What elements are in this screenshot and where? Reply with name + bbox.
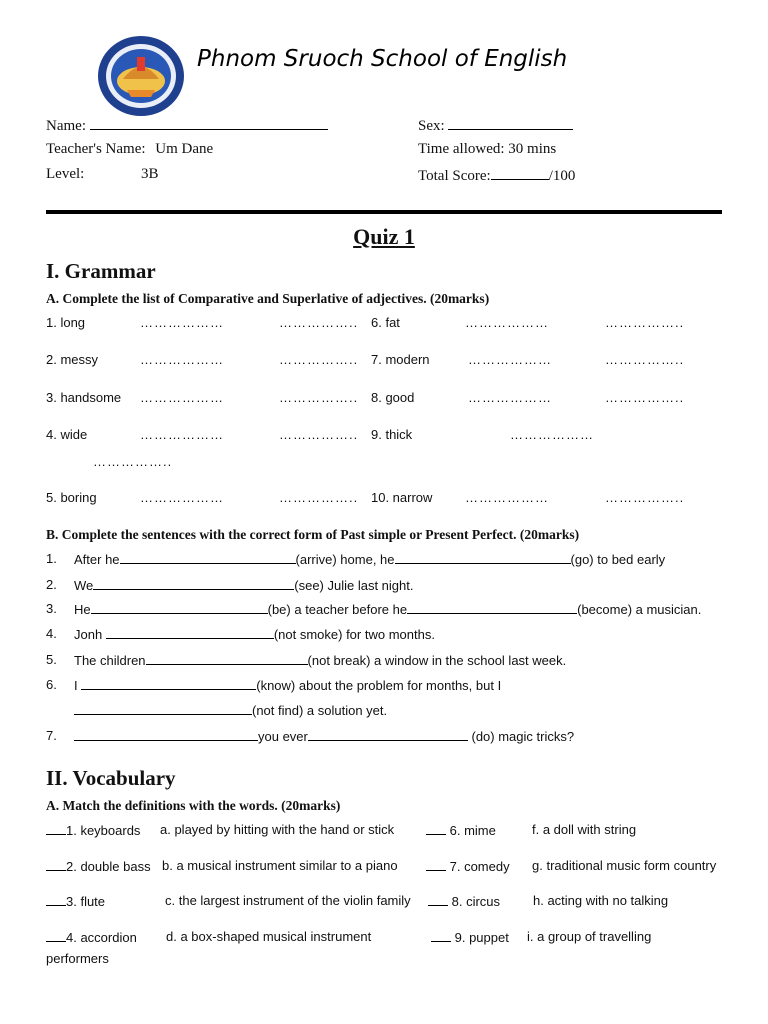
sentence-text: We [74, 578, 94, 593]
match-blank[interactable] [46, 929, 66, 942]
match-blank[interactable] [428, 893, 448, 906]
vocab-a-instruction: A. Match the definitions with the words. (20marks) [46, 798, 341, 813]
name-blank[interactable] [90, 116, 328, 130]
answer-dots[interactable]: …………….. [279, 427, 359, 442]
sentence-text: Jonh [74, 627, 103, 642]
answer-dots[interactable]: …………….. [93, 454, 173, 469]
grammar-a-instruction: A. Complete the list of Comparative and Superlative of adjectives. (20marks) [46, 291, 490, 306]
quiz-title: Quiz 1 [353, 224, 415, 249]
sentence-text: (become) a musician. [577, 602, 702, 617]
answer-dots[interactable]: ……………… [140, 390, 224, 405]
answer-dots[interactable]: …………….. [605, 390, 685, 405]
answer-dots[interactable]: …………….. [605, 315, 685, 330]
adj-item: 2. messy [46, 352, 99, 367]
sentence-text: I [74, 678, 78, 693]
match-blank[interactable] [46, 822, 66, 835]
adj-item: 1. long [46, 315, 86, 330]
level-label: Level: [46, 166, 85, 182]
match-word: 6. mime [449, 823, 496, 838]
sentence-text: (arrive) home, he [295, 552, 395, 567]
match-row [46, 893, 105, 909]
match-row [426, 822, 496, 838]
match-definition: g. traditional music form country [532, 858, 717, 873]
sentence-1 [74, 551, 665, 567]
match-word: 3. flute [66, 894, 106, 909]
adj-item: 10. narrow [371, 490, 433, 505]
school-name: Phnom Sruoch School of English [197, 46, 568, 72]
match-word: 2. double bass [66, 859, 151, 874]
sentence-6 [74, 677, 501, 693]
grammar-b-instruction: B. Complete the sentences with the correct form of Past simple or Present Perfect. (20marks) [46, 527, 580, 542]
match-definition: b. a musical instrument similar to a piano [162, 858, 398, 873]
match-blank[interactable] [426, 858, 446, 871]
answer-dots[interactable]: ……………… [140, 427, 224, 442]
sentence-2 [74, 577, 414, 593]
answer-blank[interactable] [407, 601, 577, 614]
match-blank[interactable] [426, 822, 446, 835]
sentence-text: (not smoke) for two months. [273, 627, 435, 642]
sentence-number: 5. [46, 652, 57, 667]
answer-blank[interactable] [93, 577, 294, 590]
answer-dots[interactable]: ……………… [468, 352, 552, 367]
match-row [46, 858, 151, 874]
adj-item: 9. thick [371, 427, 413, 442]
sentence-text: (do) magic tricks? [471, 729, 575, 744]
adj-item: 3. handsome [46, 390, 122, 405]
match-blank[interactable] [46, 893, 66, 906]
vocabulary-heading: II. Vocabulary [46, 766, 176, 790]
answer-blank[interactable] [106, 626, 274, 639]
match-row [428, 893, 500, 909]
sentence-text: (see) Julie last night. [294, 578, 414, 593]
match-row [46, 822, 140, 838]
match-definition: a. played by hitting with the hand or stick [160, 822, 395, 837]
sentence-text: (know) about the problem for months, but I [256, 678, 502, 693]
sentence-number: 7. [46, 728, 57, 743]
adj-item: 5. boring [46, 490, 97, 505]
answer-dots[interactable]: ……………… [465, 490, 549, 505]
sentence-text: (be) a teacher before he [267, 602, 408, 617]
name-label: Name: [46, 118, 86, 134]
match-definition: i. a group of travelling [527, 929, 652, 944]
match-word: 7. comedy [449, 859, 510, 874]
match-definition: h. acting with no talking [533, 893, 669, 908]
answer-dots[interactable]: …………….. [605, 490, 685, 505]
answer-blank[interactable] [308, 728, 468, 741]
match-blank[interactable] [46, 858, 66, 871]
match-definition: f. a doll with string [532, 822, 637, 837]
answer-blank[interactable] [395, 551, 571, 564]
name-field [46, 116, 328, 135]
level-field [46, 166, 84, 183]
answer-blank[interactable] [120, 551, 296, 564]
answer-dots[interactable]: …………….. [279, 490, 359, 505]
sentence-text: He [74, 602, 91, 617]
sentence-number: 6. [46, 677, 57, 692]
match-word: 9. puppet [454, 930, 509, 945]
teacher-value: Um Dane [155, 141, 214, 157]
sex-label: Sex: [418, 118, 445, 134]
match-word: 4. accordion [66, 930, 137, 945]
adj-item: 4. wide [46, 427, 88, 442]
sentence-number: 4. [46, 626, 57, 641]
sentence-text: you ever [258, 729, 308, 744]
teacher-field [46, 141, 213, 158]
level-value: 3B [141, 166, 159, 182]
answer-blank[interactable] [74, 702, 252, 715]
sentence-7 [74, 728, 574, 744]
sex-field [418, 116, 573, 135]
sentence-6-cont [74, 702, 387, 718]
adj-item: 6. fat [371, 315, 400, 330]
match-row [431, 929, 509, 945]
header-divider [46, 210, 722, 214]
sentence-text: (go) to bed early [570, 552, 666, 567]
answer-dots[interactable]: ……………… [465, 315, 549, 330]
grammar-heading: I. Grammar [46, 259, 156, 283]
answer-blank[interactable] [146, 652, 308, 665]
sentence-3 [74, 601, 701, 617]
score-label: Total Score: [418, 168, 491, 184]
match-blank[interactable] [431, 929, 451, 942]
sentence-text: After he [74, 552, 120, 567]
sentence-text: The children [74, 653, 146, 668]
match-definition-cont: performers [46, 951, 109, 966]
school-logo-emblem [97, 35, 185, 117]
answer-blank[interactable] [81, 677, 256, 690]
sentence-number: 3. [46, 601, 57, 616]
match-row [426, 858, 510, 874]
score-total: /100 [548, 168, 576, 184]
teacher-label: Teacher's Name: [46, 141, 146, 157]
answer-dots[interactable]: …………….. [279, 315, 359, 330]
answer-blank[interactable] [91, 601, 268, 614]
score-blank[interactable] [491, 166, 549, 180]
match-definition: d. a box-shaped musical instrument [166, 929, 372, 944]
answer-dots[interactable]: …………….. [279, 390, 359, 405]
match-row [46, 929, 137, 945]
sentence-number: 2. [46, 577, 57, 592]
answer-blank[interactable] [74, 728, 258, 741]
sentence-5 [74, 652, 566, 668]
answer-dots[interactable]: ……………… [510, 427, 594, 442]
time-allowed: Time allowed: 30 mins [418, 141, 557, 157]
answer-dots[interactable]: ……………… [140, 490, 224, 505]
adj-item: 8. good [371, 390, 415, 405]
sex-blank[interactable] [448, 116, 573, 130]
match-definition: c. the largest instrument of the violin family [165, 893, 411, 908]
sentence-4 [74, 626, 435, 642]
answer-dots[interactable]: ……………… [468, 390, 552, 405]
answer-dots[interactable]: ……………… [140, 315, 224, 330]
answer-dots[interactable]: ……………… [140, 352, 224, 367]
score-field [418, 166, 575, 185]
match-word: 1. keyboards [66, 823, 141, 838]
sentence-text: (not break) a window in the school last week. [307, 653, 567, 668]
match-word: 8. circus [451, 894, 501, 909]
adj-item: 7. modern [371, 352, 430, 367]
answer-dots[interactable]: …………….. [605, 352, 685, 367]
sentence-text: (not find) a solution yet. [252, 703, 388, 718]
sentence-number: 1. [46, 551, 57, 566]
answer-dots[interactable]: …………….. [279, 352, 359, 367]
